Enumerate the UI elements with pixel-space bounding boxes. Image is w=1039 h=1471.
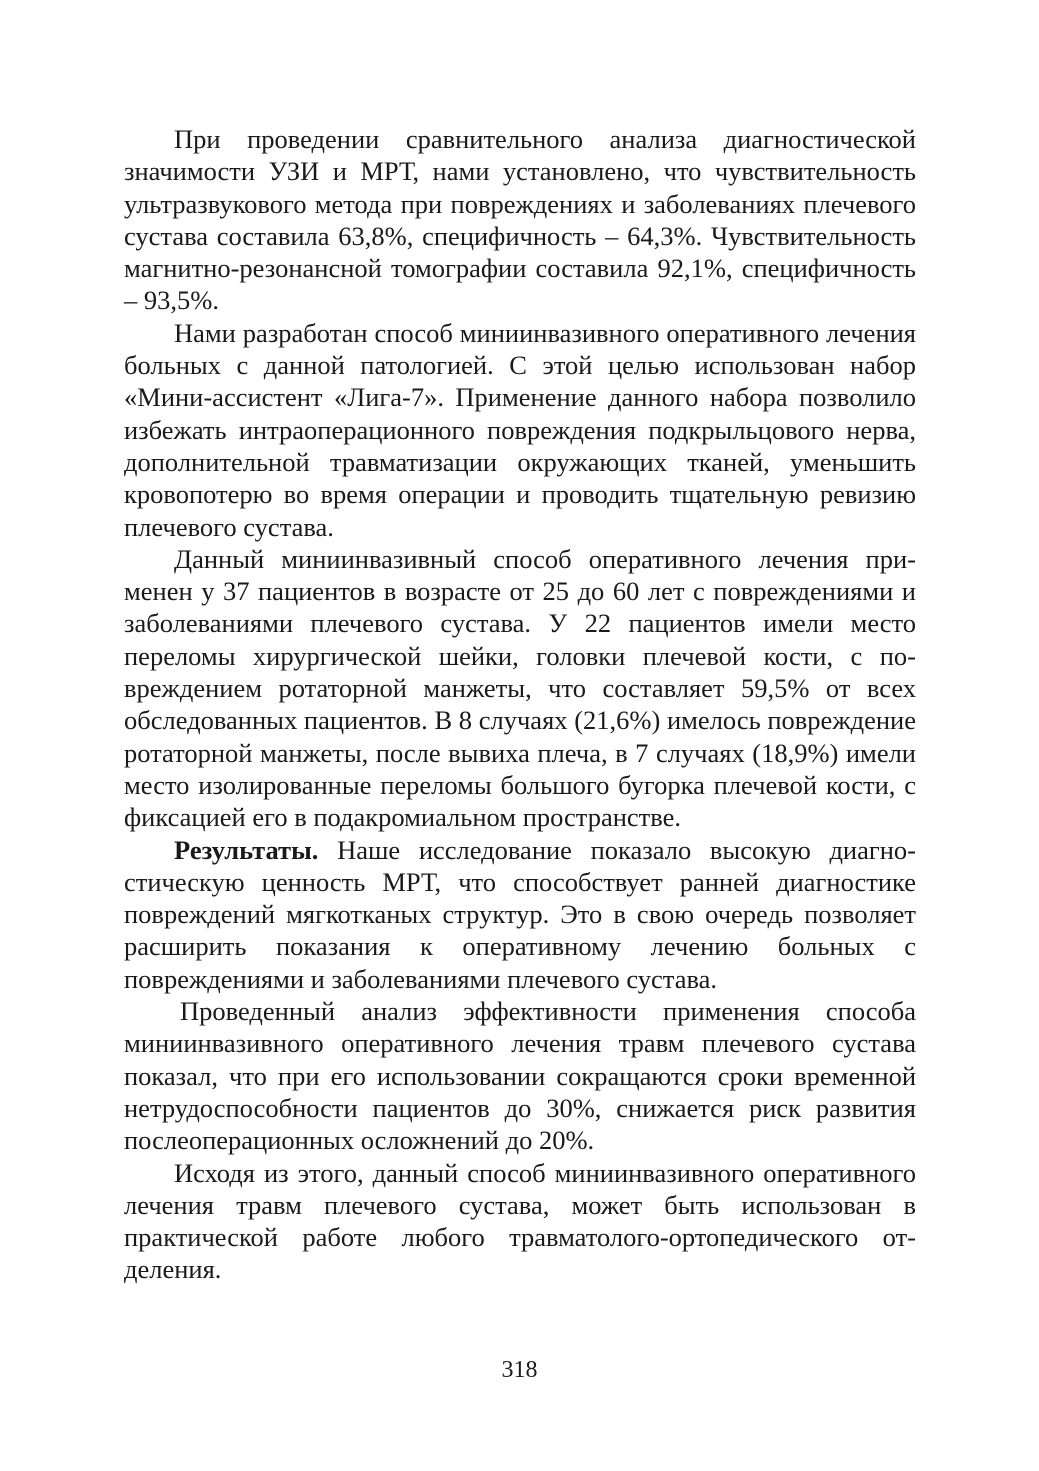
- paragraph-results: [124, 834, 916, 995]
- paragraph-patients: [124, 543, 916, 834]
- paragraph-text: Нами разработан способ миниинвазивного оперативного лечения больных с данной патологией. С этой целью использован набор «Мини-ассистент «Лига-7». Применение данного набора позволило избежать интраоперационного повреждения подкрыльцового нерва, дополнительной травматизации окружающих тканей, уменьшить кровопотерю во время операции и проводить тщательную ревизию плечевого сустава.: [124, 317, 916, 542]
- paragraph-text: При проведении сравнительного анализа диагностической значимости УЗИ и МРТ, нами установлено, что чувствительность ультразвукового метода при повреждениях и заболеваниях плечевого сустава составила 63,8%, специфичность – 64,3%. Чувствительность магнитно-резонансной томографии составила 92,1%, специфичность – 93,5%.: [124, 124, 916, 316]
- paragraph-conclusion: [124, 1157, 916, 1286]
- paragraph-efficiency-analysis: [124, 995, 916, 1156]
- paragraph-method-development: [124, 317, 916, 543]
- paragraph-text: Проведенный анализ эффективности применения способа миниинвазивного оперативного лечения травм плечевого сустава показал, что при его использовании сокращаются сроки временной нетрудоспособности пациентов до 30%, снижается риск развития послеоперационных осложнений до 20%.: [124, 996, 916, 1156]
- results-heading: Результаты.: [174, 834, 319, 865]
- paragraph-text: Данный миниинвазивный способ оперативного лечения применен у 37 пациентов в возрасте от 25 до 60 лет с повреждениями и заболеваниями плечевого сустава. У 22 пациентов имели место переломы хирургической шейки, головки плечевой кости, с повреждением ротаторной манжеты, что составляет 59,5% от всех обследованных пациентов. В 8 случаях (21,6%) имелось повреждение ротаторной манжеты, после вывиха плеча, в 7 случаях (18,9%) имели место изолированные переломы большого бугорка плечевой кости, с фиксацией его в подакромиальном пространстве.: [124, 543, 916, 833]
- paragraph-text: Исходя из этого, данный способ миниинвазивного оперативного лечения травм плечевого сустава, может быть использован в практической работе любого травматолого-ортопедического отделения.: [124, 1157, 916, 1285]
- body-text: [124, 123, 916, 1286]
- paragraph-text: Наше исследование показало высокую диагностическую ценность МРТ, что способствует ранней диагностике повреждений мягкотканых структур. Это в свою очередь позволяет расширить показания к оперативному лечению больных с повреждениями и заболеваниями плечевого сустава.: [124, 834, 916, 994]
- page-number: 318: [501, 1357, 538, 1383]
- paragraph-comparative-analysis: [124, 123, 916, 317]
